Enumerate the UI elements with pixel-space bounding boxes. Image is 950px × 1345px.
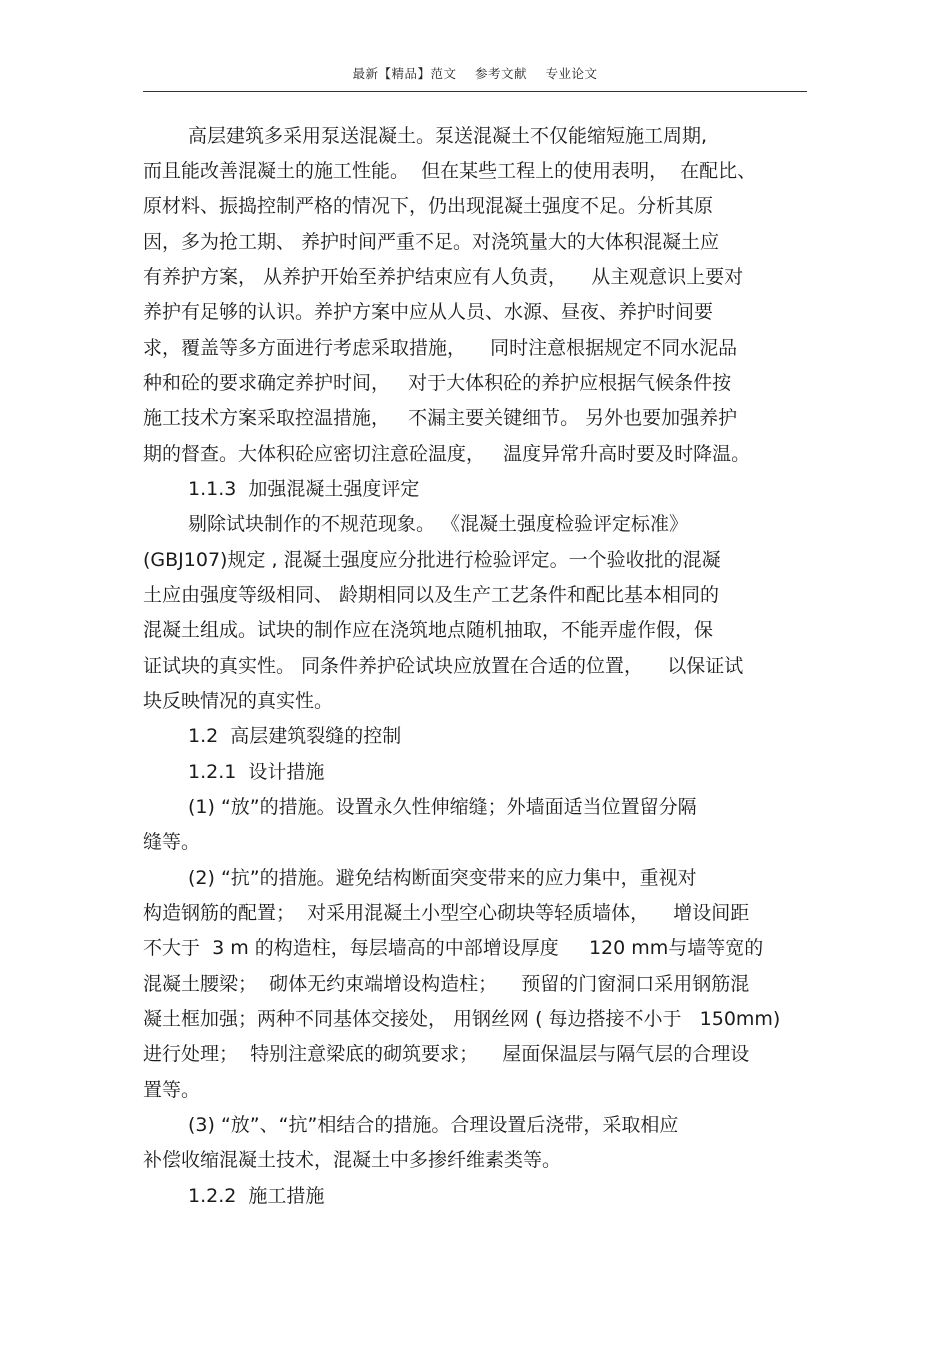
page-header	[143, 64, 807, 82]
text-line: (1) “放”的措施。设置永久性伸缩缝；外墙面适当位置留分隔	[188, 796, 697, 818]
text-line: 构造钢筋的配置； 对采用混凝土小型空心砌块等轻质墙体， 增设间距	[143, 902, 750, 924]
text-line: 剔除试块制作的不规范现象。 《混凝土强度检验评定标准》	[188, 513, 689, 535]
text-line: 因，多为抢工期、 养护时间严重不足。对浇筑量大的大体积混凝土应	[143, 231, 720, 253]
text-line: 土应由强度等级相同、 龄期相同以及生产工艺条件和配比基本相同的	[143, 584, 720, 606]
text-line: 种和砼的要求确定养护时间， 对于大体积砼的养护应根据气候条件按	[143, 372, 732, 394]
text-line: (3) “放”、“抗”相结合的措施。合理设置后浇带，采取相应	[188, 1114, 679, 1136]
text-line: 置等。	[143, 1079, 201, 1101]
text-line: 进行处理； 特别注意梁底的砌筑要求； 屋面保温层与隔气层的合理设	[143, 1043, 750, 1065]
text-line: 混凝土腰梁； 砌体无约束端增设构造柱； 预留的门窗洞口采用钢筋混	[143, 973, 750, 995]
header-item-references: 参考文献	[474, 66, 527, 81]
text-line: 块反映情况的真实性。	[143, 690, 334, 712]
text-line: 补偿收缩混凝土技术，混凝土中多掺纤维素类等。	[143, 1149, 562, 1171]
text-line: 求，覆盖等多方面进行考虑采取措施， 同时注意根据规定不同水泥品	[143, 337, 738, 359]
text-line: 证试块的真实性。 同条件养护砼试块应放置在合适的位置， 以保证试	[143, 655, 744, 677]
text-line: 而且能改善混凝土的施工性能。 但在某些工程上的使用表明， 在配比、	[143, 160, 757, 182]
section-heading-1-1-3: 1.1.3 加强混凝土强度评定	[188, 478, 420, 500]
text-line: 高层建筑多采用泵送混凝土。泵送混凝土不仅能缩短施工周期,	[188, 125, 708, 147]
text-line: 凝土框加强；两种不同基体交接处， 用钢丝网 ( 每边搭接不小于 150mm)	[143, 1008, 781, 1030]
section-heading-1-2-1: 1.2.1 设计措施	[188, 761, 325, 783]
text-line: 缝等。	[143, 831, 201, 853]
text-line: 养护有足够的认识。养护方案中应从人员、水源、昼夜、养护时间要	[143, 301, 714, 323]
text-line: (2) “抗”的措施。避免结构断面突变带来的应力集中，重视对	[188, 867, 697, 889]
section-heading-1-2: 1.2 高层建筑裂缝的控制	[188, 725, 402, 747]
section-heading-1-2-2: 1.2.2 施工措施	[188, 1185, 325, 1207]
header-divider	[143, 91, 807, 92]
text-line: 混凝土组成。试块的制作应在浇筑地点随机抽取，不能弄虚作假，保	[143, 619, 714, 641]
header-item-papers: 专业论文	[545, 66, 598, 81]
text-line: (GBJ107)规定 , 混凝土强度应分批进行检验评定。一个验收批的混凝	[143, 549, 721, 571]
text-line: 原材料、振捣控制严格的情况下，仍出现混凝土强度不足。分析其原	[143, 195, 714, 217]
text-line: 期的督查。大体积砼应密切注意砼温度， 温度异常升高时要及时降温。	[143, 443, 751, 465]
text-line: 有养护方案， 从养护开始至养护结束应有人负责， 从主观意识上要对	[143, 266, 744, 288]
text-line: 不大于 3 m 的构造柱，每层墙高的中部增设厚度 120 mm与墙等宽的	[143, 937, 764, 959]
header-item-latest: 最新【精品】范文	[352, 66, 457, 81]
text-line: 施工技术方案采取控温措施， 不漏主要关键细节。 另外也要加强养护	[143, 407, 738, 429]
